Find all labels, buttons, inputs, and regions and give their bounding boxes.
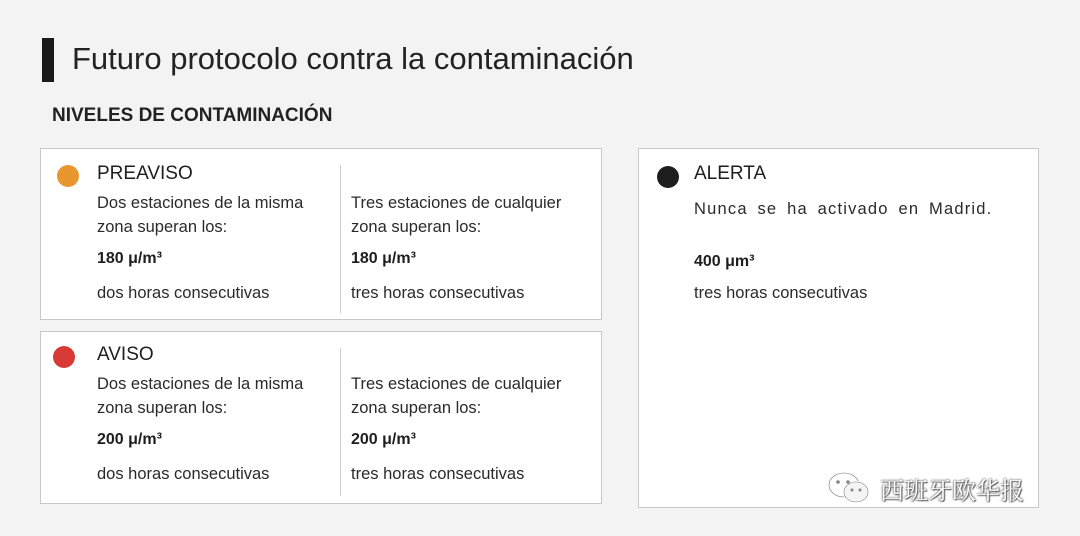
level-card-alerta <box>638 148 1039 508</box>
wechat-icon <box>826 470 872 506</box>
duration-text: tres horas consecutivas <box>351 284 525 302</box>
threshold-value: 200 μ/m³ <box>97 431 162 448</box>
title-accent-bar <box>42 38 54 82</box>
level-name: PREAVISO <box>97 163 193 184</box>
column-divider <box>340 348 341 496</box>
watermark-text: 西班牙欧华报 <box>880 476 1024 505</box>
condition-text: Dos estaciones de la misma zona superan los: <box>97 375 304 417</box>
section-subtitle: NIVELES DE CONTAMINACIÓN <box>52 105 333 126</box>
level-column <box>97 191 337 303</box>
threshold-value: 180 μ/m³ <box>97 250 162 267</box>
threshold-value: 180 μ/m³ <box>351 250 416 267</box>
threshold-value: 400 μm³ <box>694 253 755 270</box>
duration-text: tres horas consecutivas <box>694 284 868 302</box>
aviso-dot-icon <box>53 346 75 368</box>
alerta-dot-icon <box>657 166 679 188</box>
level-name: ALERTA <box>694 163 767 184</box>
level-column <box>351 372 601 484</box>
duration-text: tres horas consecutivas <box>351 465 525 483</box>
alert-description: Nunca se ha activado en Madrid. <box>694 200 993 218</box>
preaviso-dot-icon <box>57 165 79 187</box>
level-column <box>97 372 337 484</box>
duration-text: dos horas consecutivas <box>97 284 270 302</box>
level-card-aviso <box>40 331 602 504</box>
page-title: Futuro protocolo contra la contaminación <box>72 41 634 76</box>
level-card-preaviso <box>40 148 602 320</box>
column-divider <box>340 165 341 313</box>
duration-text: dos horas consecutivas <box>97 465 270 483</box>
condition-text: Dos estaciones de la misma zona superan los: <box>97 194 304 236</box>
condition-text: Tres estaciones de cualquier zona superan los: <box>351 375 562 417</box>
watermark <box>826 468 1024 508</box>
condition-text: Tres estaciones de cualquier zona superan los: <box>351 194 562 236</box>
level-column <box>351 191 601 303</box>
level-name: AVISO <box>97 344 154 365</box>
threshold-value: 200 μ/m³ <box>351 431 416 448</box>
